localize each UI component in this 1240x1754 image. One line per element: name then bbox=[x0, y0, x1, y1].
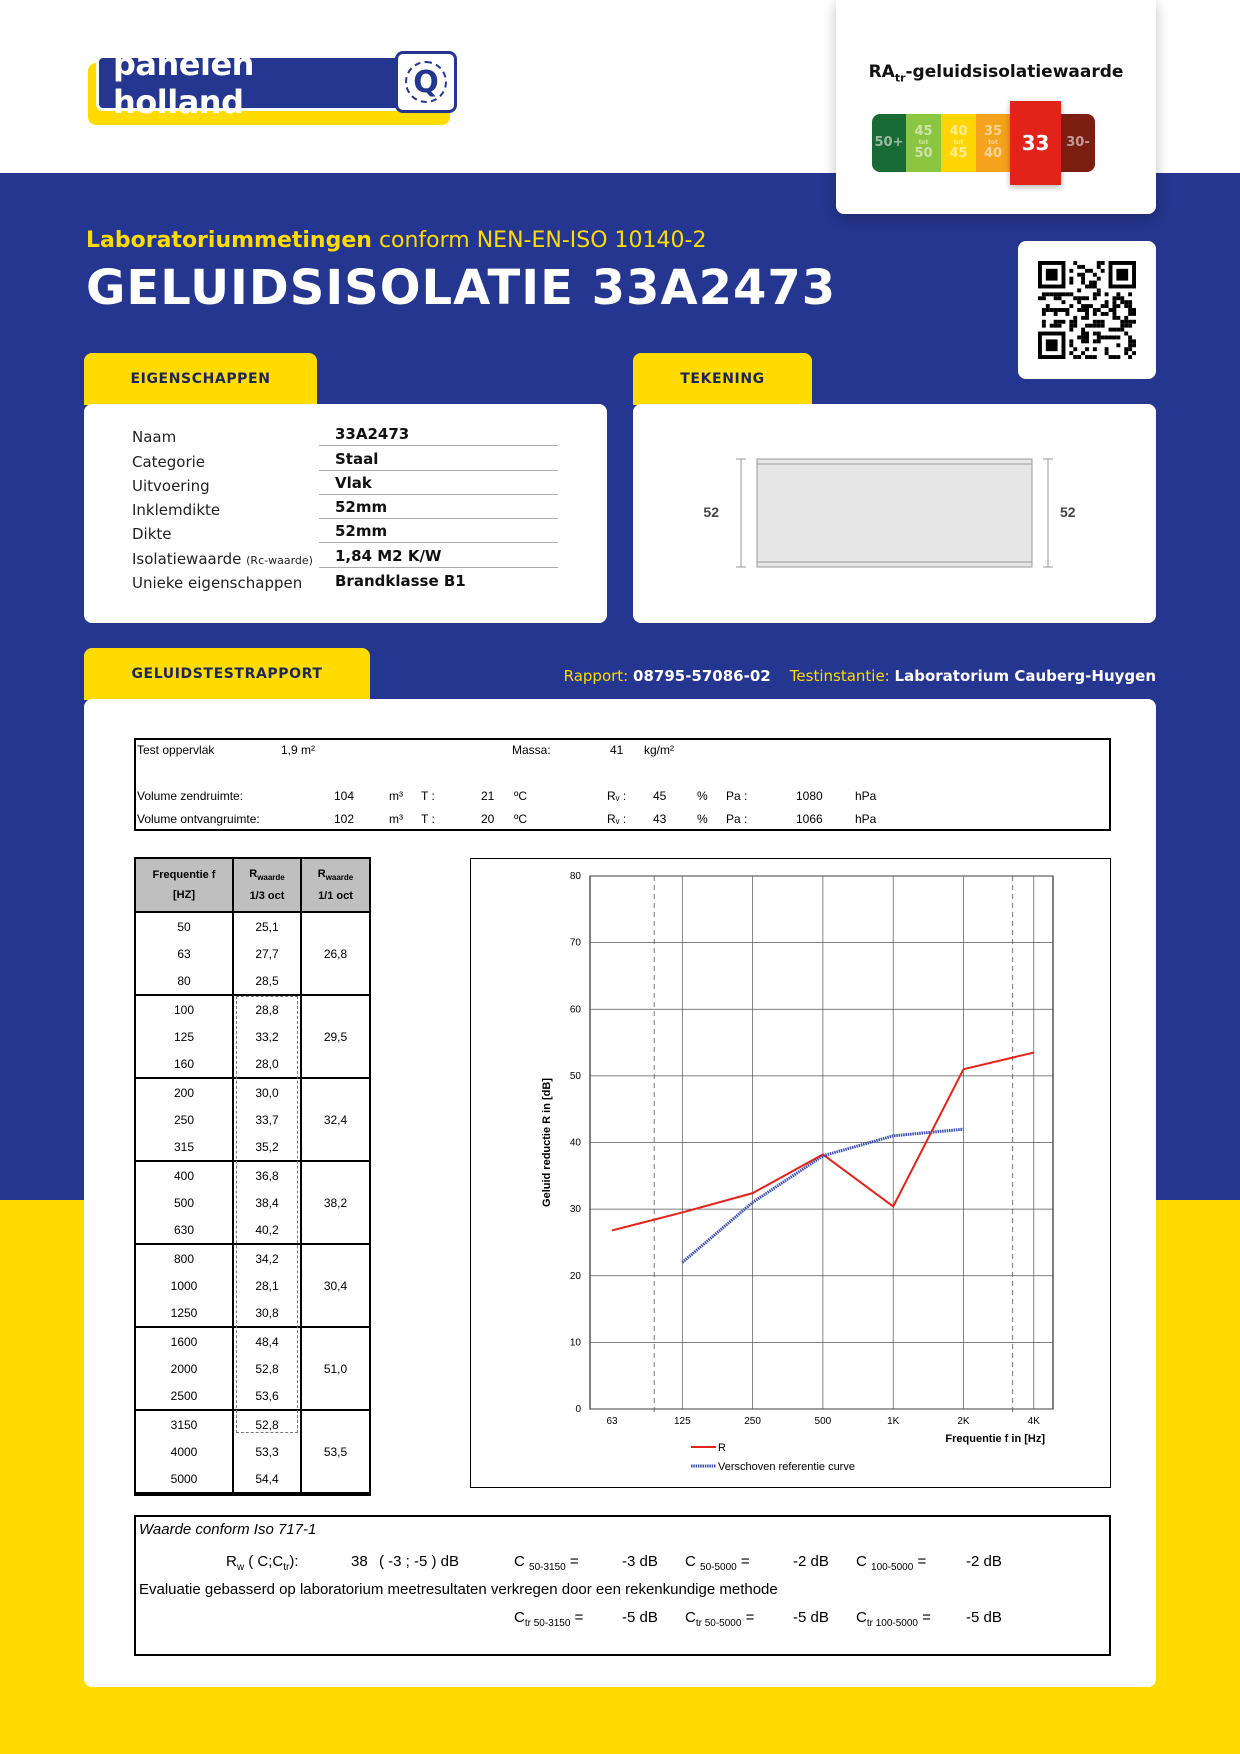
info-pa-label: Pa : bbox=[726, 789, 748, 803]
table-cell-frequency: 500 bbox=[173, 1195, 195, 1210]
y-tick-label: 20 bbox=[569, 1270, 581, 1282]
table-cell-frequency: 1600 bbox=[170, 1334, 198, 1349]
y-tick-label: 70 bbox=[569, 937, 581, 949]
info-rv: 43 bbox=[653, 812, 667, 826]
info-rv-label: Rᵥ : bbox=[607, 812, 627, 826]
iso-heading: Waarde conform Iso 717-1 bbox=[139, 1521, 317, 1538]
table-cell-frequency: 100 bbox=[173, 1002, 195, 1017]
property-key bbox=[132, 428, 319, 446]
table-cell-frequency: 80 bbox=[177, 973, 191, 988]
x-tick-label: 4K bbox=[1027, 1416, 1040, 1427]
property-key-text: Unieke eigenschappen bbox=[132, 574, 303, 593]
third-octave-column bbox=[234, 913, 302, 994]
property-value: 33A2473 bbox=[319, 424, 558, 446]
panel-drawing bbox=[633, 404, 1156, 623]
rating-segment-connector: tot bbox=[953, 139, 964, 146]
table-cell-frequency: 800 bbox=[173, 1251, 195, 1266]
x-tick-label: 250 bbox=[744, 1416, 761, 1427]
c2-label bbox=[685, 1553, 750, 1573]
frequency-column bbox=[136, 996, 234, 1077]
rating-segment-label: 50+ bbox=[874, 135, 904, 150]
table-cell-third: 30,0 bbox=[255, 1085, 279, 1100]
rating-segment-label: 45 bbox=[914, 124, 933, 139]
header-rthird-sub: waarde bbox=[257, 873, 285, 883]
table-cell-octave: 29,5 bbox=[323, 1029, 348, 1044]
c2-eq: = bbox=[740, 1553, 750, 1570]
header-frequency-unit: [HZ] bbox=[173, 889, 195, 901]
table-cell-third: 48,4 bbox=[255, 1334, 279, 1349]
rating-segment-label: 40 bbox=[949, 124, 968, 139]
table-group bbox=[136, 913, 369, 996]
table-cell-third: 52,8 bbox=[255, 1417, 279, 1432]
rating-segment-upper: 40 bbox=[983, 146, 1003, 161]
table-cell-octave: 32,4 bbox=[323, 1112, 348, 1127]
rating-segment bbox=[1061, 114, 1095, 172]
property-key-note: (Rc-waarde) bbox=[246, 553, 313, 567]
brand-logo bbox=[88, 45, 455, 125]
table-cell-frequency: 250 bbox=[173, 1112, 195, 1127]
rating-segment-label: 33 bbox=[1021, 131, 1050, 155]
info-rv: 45 bbox=[653, 789, 667, 803]
info-pa: 1080 bbox=[796, 789, 823, 803]
frequency-column bbox=[136, 1328, 234, 1409]
info-vol: 104 bbox=[334, 789, 355, 803]
table-cell-octave: 26,8 bbox=[323, 946, 348, 961]
table-group bbox=[136, 996, 369, 1079]
ctr1-eq: = bbox=[574, 1609, 584, 1626]
x-tick-label: 2K bbox=[957, 1416, 970, 1427]
table-cell-octave: 53,5 bbox=[323, 1444, 348, 1459]
property-row bbox=[132, 570, 558, 594]
rw-correction: ( -3 ; -5 ) dB bbox=[379, 1553, 460, 1570]
y-tick-label: 40 bbox=[569, 1137, 581, 1149]
property-key bbox=[132, 525, 319, 543]
frequency-column bbox=[136, 1245, 234, 1326]
c1-value: -3 dB bbox=[622, 1553, 658, 1570]
x-tick-label: 63 bbox=[606, 1416, 618, 1427]
c2-value: -2 dB bbox=[793, 1553, 829, 1570]
table-cell-third: 53,3 bbox=[255, 1444, 279, 1459]
table-cell-octave: 38,2 bbox=[323, 1195, 348, 1210]
property-value: 52mm bbox=[319, 521, 558, 543]
table-cell-frequency: 400 bbox=[173, 1168, 195, 1183]
quality-seal-icon bbox=[395, 51, 457, 113]
mass-label: Massa: bbox=[512, 743, 551, 757]
third-octave-column bbox=[234, 1245, 302, 1326]
rating-segment bbox=[1010, 101, 1061, 185]
property-key bbox=[132, 550, 319, 568]
table-group bbox=[136, 1411, 369, 1494]
table-cell-third: 28,5 bbox=[255, 973, 279, 988]
table-cell-frequency: 1250 bbox=[170, 1305, 198, 1320]
property-value: Brandklasse B1 bbox=[335, 572, 466, 591]
table-cell-frequency: 315 bbox=[173, 1139, 195, 1154]
rating-segment-connector: tot bbox=[918, 139, 929, 146]
table-cell-third: 40,2 bbox=[255, 1222, 279, 1237]
institute-label: Testinstantie: bbox=[789, 667, 890, 685]
info-t-label: T : bbox=[421, 812, 435, 826]
table-body bbox=[136, 913, 369, 1494]
ctr3-sub: tr 100-5000 bbox=[866, 1618, 918, 1629]
y-tick-label: 50 bbox=[569, 1070, 581, 1082]
mass-unit: kg/m² bbox=[644, 743, 674, 757]
qr-code-icon bbox=[1038, 261, 1136, 359]
chart-box bbox=[470, 858, 1111, 1488]
table-cell-frequency: 50 bbox=[177, 919, 191, 934]
tab-drawing: TEKENING bbox=[633, 353, 812, 405]
property-key-text: Categorie bbox=[132, 452, 206, 471]
properties-card bbox=[84, 404, 607, 623]
report-label: Rapport: bbox=[563, 667, 629, 685]
rating-title-prefix: RA bbox=[868, 62, 895, 82]
header-rthird bbox=[249, 868, 285, 882]
ctr2-eq: = bbox=[745, 1609, 755, 1626]
property-key bbox=[132, 453, 319, 471]
property-key-text: Inklemdikte bbox=[132, 501, 221, 520]
y-tick-label: 60 bbox=[569, 1004, 581, 1016]
info-rv-label: Rᵥ : bbox=[607, 789, 627, 803]
header-rthird-r: R bbox=[249, 868, 258, 881]
rating-segment-upper: 45 bbox=[949, 146, 968, 161]
table-cell-third: 28,0 bbox=[255, 1056, 279, 1071]
property-key-text: Naam bbox=[132, 428, 177, 447]
ctr2-value: -5 dB bbox=[793, 1609, 829, 1626]
table-cell-frequency: 1000 bbox=[170, 1278, 198, 1293]
frequency-column bbox=[136, 1411, 234, 1492]
table-cell-frequency: 3150 bbox=[170, 1417, 198, 1432]
seal-letter: Q bbox=[413, 64, 439, 100]
rw-paren-sub: tr bbox=[283, 1562, 290, 1573]
third-octave-column bbox=[234, 1411, 302, 1492]
info-rv-unit: % bbox=[697, 789, 708, 803]
property-key-text: Uitvoering bbox=[132, 476, 210, 495]
ctr3-label bbox=[856, 1609, 931, 1629]
table-cell-frequency: 160 bbox=[173, 1056, 195, 1071]
property-key bbox=[132, 574, 319, 592]
property-value: Staal bbox=[319, 448, 558, 470]
evaluation-note: Evaluatie gebasserd op laboratorium meetresultaten verkregen door een rekenkundige methode bbox=[139, 1581, 778, 1598]
frequency-column bbox=[136, 1162, 234, 1243]
table-cell-third: 28,1 bbox=[255, 1278, 279, 1293]
property-key-text: Isolatiewaarde bbox=[132, 549, 242, 568]
info-t: 20 bbox=[481, 812, 495, 826]
drawing-card bbox=[633, 404, 1156, 623]
rw-sub: w bbox=[236, 1562, 245, 1573]
rating-segment bbox=[906, 114, 941, 172]
rating-card bbox=[836, 0, 1156, 214]
table-group bbox=[136, 1079, 369, 1162]
info-t-unit: ºC bbox=[514, 789, 528, 803]
rating-segment-connector: tot bbox=[988, 139, 998, 146]
property-value: 1,84 M2 K/W bbox=[319, 545, 558, 567]
table-cell-third: 25,1 bbox=[255, 919, 279, 934]
rating-title-sub: tr bbox=[894, 71, 906, 85]
table-cell-third: 54,4 bbox=[255, 1471, 279, 1486]
info-vol-unit: m³ bbox=[389, 812, 403, 826]
area-value: 1,9 m² bbox=[281, 743, 316, 757]
institute-name: Laboratorium Cauberg-Huygen bbox=[894, 667, 1156, 685]
ctr1-value: -5 dB bbox=[622, 1609, 658, 1626]
c2-sub: 50-5000 bbox=[700, 1562, 737, 1573]
rating-title bbox=[836, 62, 1156, 84]
c3-eq: = bbox=[917, 1553, 927, 1570]
info-pa-unit: hPa bbox=[855, 812, 877, 826]
table-cell-third: 30,8 bbox=[255, 1305, 279, 1320]
rating-scale bbox=[872, 114, 1122, 172]
header-roct-unit: 1/1 oct bbox=[318, 889, 353, 902]
table-cell-frequency: 4000 bbox=[170, 1444, 198, 1459]
property-row bbox=[132, 545, 558, 569]
properties-list bbox=[132, 424, 558, 594]
page-subtitle bbox=[86, 228, 706, 253]
table-cell-octave: 30,4 bbox=[323, 1278, 348, 1293]
tab-report: GELUIDSTESTRAPPORT bbox=[84, 648, 370, 700]
table-cell-frequency: 63 bbox=[177, 946, 191, 961]
table-cell-third: 52,8 bbox=[255, 1361, 279, 1376]
ctr1-letter: C bbox=[514, 1609, 525, 1626]
table-group bbox=[136, 1245, 369, 1328]
table-cell-third: 33,7 bbox=[255, 1112, 279, 1127]
y-axis-label: Geluid reductie R in [dB] bbox=[541, 1078, 553, 1207]
x-tick-label: 1K bbox=[887, 1416, 900, 1427]
y-tick-label: 10 bbox=[569, 1337, 581, 1349]
c3-letter: C bbox=[856, 1553, 867, 1570]
c1-eq: = bbox=[569, 1553, 579, 1570]
info-label: Volume ontvangruimte: bbox=[137, 812, 260, 826]
table-cell-frequency: 2000 bbox=[170, 1361, 198, 1376]
info-pa: 1066 bbox=[796, 812, 823, 826]
table-cell-octave: 51,0 bbox=[323, 1361, 348, 1376]
ctr3-letter: C bbox=[856, 1609, 867, 1626]
table-cell-third: 35,2 bbox=[255, 1139, 279, 1154]
rating-segment-upper: 50 bbox=[914, 146, 933, 161]
report-number: 08795-57086-02 bbox=[633, 667, 771, 685]
area-label: Test oppervlak bbox=[137, 743, 215, 757]
qr-code[interactable] bbox=[1018, 241, 1156, 379]
c1-label bbox=[514, 1553, 579, 1573]
property-key-text: Dikte bbox=[132, 525, 172, 544]
table-cell-third: 38,4 bbox=[255, 1195, 279, 1210]
table-cell-frequency: 200 bbox=[173, 1085, 195, 1100]
frequency-column bbox=[136, 1079, 234, 1160]
page-title: GELUIDSISOLATIE 33A2473 bbox=[86, 260, 837, 316]
table-cell-third: 28,8 bbox=[255, 1002, 279, 1017]
property-key bbox=[132, 477, 319, 495]
rating-segment-label: 35 bbox=[983, 124, 1003, 139]
ctr3-value: -5 dB bbox=[966, 1609, 1002, 1626]
table-group bbox=[136, 1328, 369, 1411]
ctr2-letter: C bbox=[685, 1609, 696, 1626]
rating-segment bbox=[976, 114, 1010, 172]
info-vol: 102 bbox=[334, 812, 355, 826]
rw-label bbox=[226, 1553, 299, 1573]
table-cell-third: 36,8 bbox=[255, 1168, 279, 1183]
info-t-label: T : bbox=[421, 789, 435, 803]
info-t-unit: ºC bbox=[514, 812, 528, 826]
property-row bbox=[132, 473, 558, 497]
ctr2-label bbox=[685, 1609, 754, 1629]
table-group bbox=[136, 1162, 369, 1245]
rw-letter: R bbox=[226, 1553, 237, 1570]
c3-sub: 100-5000 bbox=[871, 1562, 914, 1573]
c3-label bbox=[856, 1553, 926, 1573]
c2-letter: C bbox=[685, 1553, 696, 1570]
seal-ring bbox=[405, 61, 447, 103]
rating-segment bbox=[872, 114, 906, 172]
third-octave-column bbox=[234, 1328, 302, 1409]
info-t: 21 bbox=[481, 789, 495, 803]
rw-close: ): bbox=[289, 1553, 299, 1570]
header-rthird-unit: 1/3 oct bbox=[249, 889, 285, 902]
rw-paren: ( C;C bbox=[248, 1553, 284, 1570]
c1-letter: C bbox=[514, 1553, 525, 1570]
table-header bbox=[136, 859, 369, 913]
y-tick-label: 30 bbox=[569, 1204, 581, 1216]
mass-value: 41 bbox=[610, 743, 624, 757]
y-tick-label: 0 bbox=[575, 1404, 581, 1415]
table-cell-third: 34,2 bbox=[255, 1251, 279, 1266]
header-frequency: Frequentie f bbox=[152, 869, 216, 881]
subtitle-bold: Laboratoriummetingen bbox=[86, 228, 372, 253]
legend-label: R bbox=[718, 1442, 726, 1454]
table-cell-frequency: 5000 bbox=[170, 1471, 198, 1486]
info-pa-label: Pa : bbox=[726, 812, 748, 826]
y-tick-label: 80 bbox=[569, 871, 581, 882]
table-cell-frequency: 2500 bbox=[170, 1388, 198, 1403]
info-rv-unit: % bbox=[697, 812, 708, 826]
rating-title-suffix: -geluidsisolatiewaarde bbox=[905, 62, 1124, 82]
table-cell-frequency: 630 bbox=[173, 1222, 195, 1237]
info-label: Volume zendruimte: bbox=[137, 789, 244, 803]
info-pa-unit: hPa bbox=[855, 789, 877, 803]
property-row bbox=[132, 448, 558, 472]
x-tick-label: 125 bbox=[673, 1416, 691, 1427]
table-cell-third: 27,7 bbox=[255, 946, 279, 961]
ctr1-label bbox=[514, 1609, 583, 1629]
property-value: 52mm bbox=[319, 497, 558, 519]
property-row bbox=[132, 521, 558, 545]
third-octave-column bbox=[234, 1162, 302, 1243]
property-value: Vlak bbox=[319, 473, 558, 495]
x-axis-label: Frequentie f in [Hz] bbox=[945, 1433, 1045, 1445]
table-cell-frequency: 125 bbox=[173, 1029, 195, 1044]
rating-segment-label: 30- bbox=[1066, 135, 1090, 150]
subtitle-rest: conform NEN-EN-ISO 10140-2 bbox=[378, 228, 707, 253]
tab-properties: EIGENSCHAPPEN bbox=[84, 353, 317, 405]
dimension-right: 52 bbox=[1060, 504, 1076, 520]
x-tick-label: 500 bbox=[814, 1416, 832, 1427]
header-roct bbox=[318, 868, 354, 882]
ctr1-sub: tr 50-3150 bbox=[524, 1618, 571, 1629]
table-cell-third: 33,2 bbox=[255, 1029, 279, 1044]
property-row bbox=[132, 424, 558, 448]
frequency-table bbox=[134, 857, 371, 1496]
dimension-left: 52 bbox=[703, 504, 719, 520]
sound-chart bbox=[471, 859, 1112, 1489]
frequency-column bbox=[136, 913, 234, 994]
info-vol-unit: m³ bbox=[389, 789, 403, 803]
c1-sub: 50-3150 bbox=[529, 1562, 566, 1573]
property-row bbox=[132, 497, 558, 521]
third-octave-column bbox=[234, 996, 302, 1077]
table-cell-third: 53,6 bbox=[255, 1388, 279, 1403]
report-meta bbox=[564, 667, 1156, 685]
brand-name: panelen holland bbox=[113, 45, 254, 121]
legend-label: Verschoven referentie curve bbox=[718, 1461, 855, 1473]
iso-values-box bbox=[134, 1515, 1111, 1656]
header-roct-r: R bbox=[317, 868, 326, 881]
third-octave-column bbox=[234, 1079, 302, 1160]
c3-value: -2 dB bbox=[966, 1553, 1002, 1570]
ctr2-sub: tr 50-5000 bbox=[695, 1618, 742, 1629]
rating-segment bbox=[941, 114, 976, 172]
header-roct-sub: waarde bbox=[325, 873, 354, 883]
ctr3-eq: = bbox=[922, 1609, 931, 1626]
property-key bbox=[132, 501, 319, 519]
rw-value: 38 bbox=[351, 1553, 368, 1570]
